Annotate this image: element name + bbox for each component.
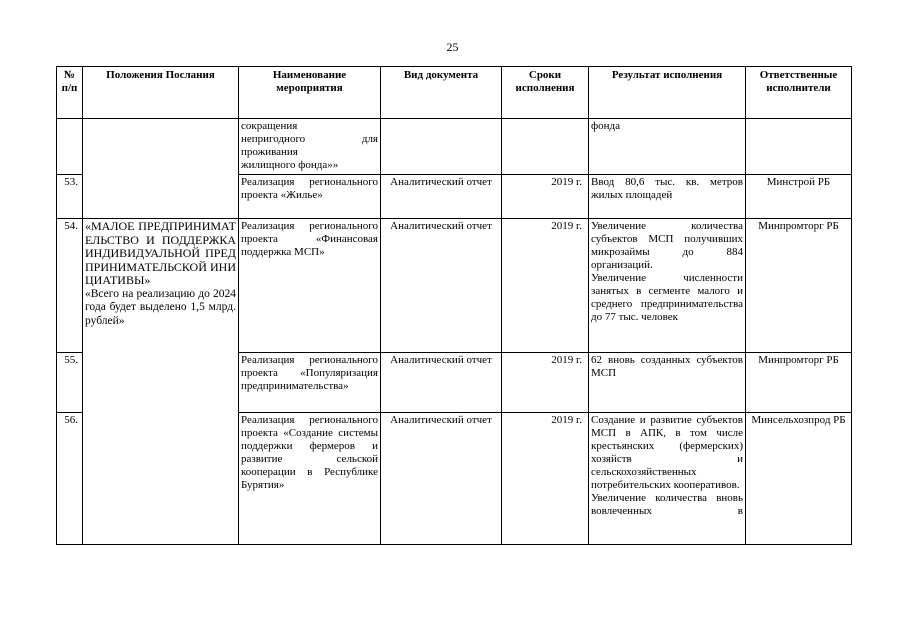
header-responsible: Ответственные исполнители [746, 67, 852, 119]
row-55-num: 55. [57, 353, 83, 413]
row-56-result [589, 413, 746, 545]
row-56-deadline: 2019 г. [502, 413, 589, 545]
header-event: Наименование мероприятия [239, 67, 381, 119]
row-54-event: Реализация регионального проекта «Финансовая поддержка МСП» [239, 219, 381, 353]
row-54-num: 54. [57, 219, 83, 353]
cont-num [57, 119, 83, 175]
row-55-event: Реализация регионального проекта «Популяризация предпринимательства» [239, 353, 381, 413]
cont-responsible [746, 119, 852, 175]
table-row-continued [57, 119, 852, 175]
header-provisions: Положения Послания [83, 67, 239, 119]
provisions-msp-text: «Всего на реализацию до 2024 года будет выделено 1,5 млрд. рублей» [85, 287, 236, 327]
row-55-doc-type: Аналитический отчет [381, 353, 502, 413]
row-53-deadline: 2019 г. [502, 175, 589, 219]
cont-result: фонда [589, 119, 746, 175]
row-54-result [589, 219, 746, 353]
row-56-event: Реализация регионального проекта «Создание системы поддержки фермеров и развитие сельской кооперации в Республике Бурятия» [239, 413, 381, 545]
row-53-doc-type: Аналитический отчет [381, 175, 502, 219]
row-54-doc-type: Аналитический отчет [381, 219, 502, 353]
row-56-doc-type: Аналитический отчет [381, 413, 502, 545]
row-56-num: 56. [57, 413, 83, 545]
header-row [57, 67, 852, 119]
row-56-responsible: Минсельхозпрод РБ [746, 413, 852, 545]
cont-doc-type [381, 119, 502, 175]
provisions-msp-title: «МАЛОЕ ПРЕДПРИНИМАТЕЛЬСТВО И ПОДДЕРЖКА ИНДИВИДУАЛЬНОЙ ПРЕДПРИНИМАТЕЛЬСКОЙ ИНИЦИАТИВЫ» [85, 219, 236, 287]
row-53-num: 53. [57, 175, 83, 219]
row-55-responsible: Минпромторг РБ [746, 353, 852, 413]
header-result: Результат исполнения [589, 67, 746, 119]
header-deadline: Сроки исполнения [502, 67, 589, 119]
row-55-deadline: 2019 г. [502, 353, 589, 413]
provisions-msp [83, 219, 239, 545]
row-56-result-1: Создание и развитие субъектов МСП в АПК, в том числе крестьянских (фермерских) хозяйств и сельскохозяйственных потребительских кооперативов. [591, 414, 743, 491]
page-number: 25 [446, 40, 459, 54]
table-row-54 [57, 219, 852, 353]
cont-deadline [502, 119, 589, 175]
row-53-responsible: Минстрой РБ [746, 175, 852, 219]
row-54-result-1: Увеличение количества субъектов МСП получивших микрозаймы до 884 организаций. [591, 220, 743, 271]
row-53-result: Ввод 80,6 тыс. кв. метров жилых площадей [589, 175, 746, 219]
measures-table [56, 66, 852, 545]
cont-event: сокращения непригодного для проживания жилищного фонда»» [239, 119, 381, 175]
row-53-event: Реализация регионального проекта «Жилье» [239, 175, 381, 219]
row-54-result-2: Увеличение численности занятых в сегменте малого и среднего предпринимательства до 77 тыс. человек [591, 272, 743, 323]
cont-provisions [83, 119, 239, 219]
row-54-responsible: Минпромторг РБ [746, 219, 852, 353]
row-56-result-2: Увеличение количества вновь вовлеченных в [591, 492, 743, 517]
header-num: № п/п [57, 67, 83, 119]
header-doc-type: Вид документа [381, 67, 502, 119]
row-54-deadline: 2019 г. [502, 219, 589, 353]
row-55-result: 62 вновь созданных субъектов МСП [589, 353, 746, 413]
